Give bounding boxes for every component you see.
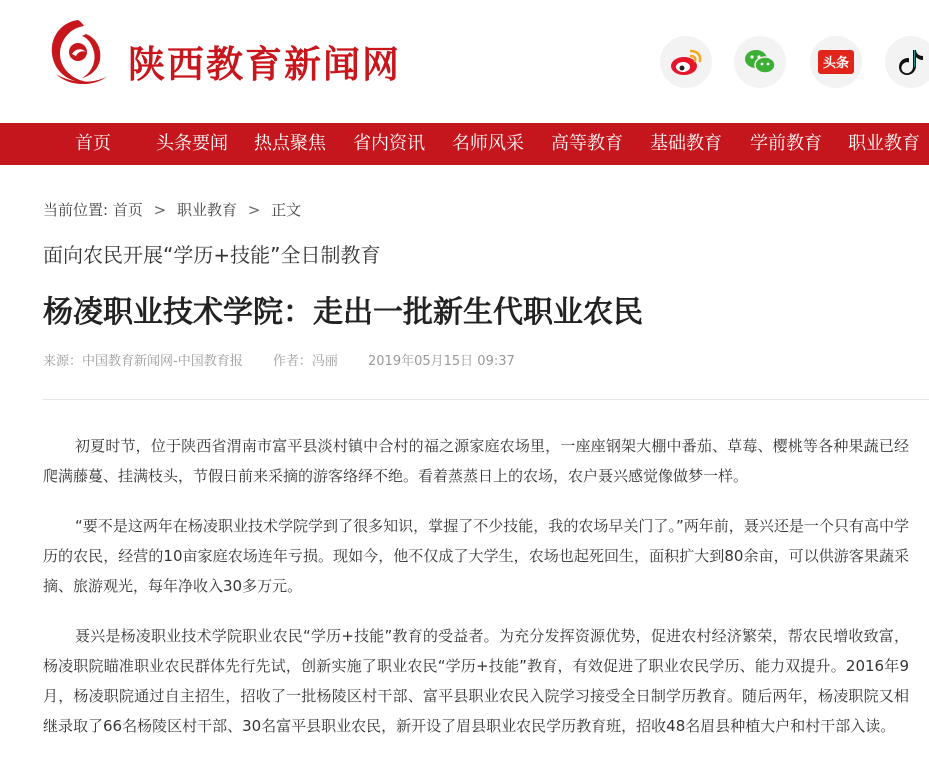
logo-icon[interactable] (42, 14, 114, 90)
breadcrumb-current: 正文 (271, 201, 302, 219)
article-meta (43, 350, 541, 369)
article-paragraph: 初夏时节，位于陕西省渭南市富平县淡村镇中合村的福之源家庭农场里，一座座钢架大棚中番茄、草莓、樱桃等各种果蔬已经爬满藤蔓、挂满枝头，节假日前来采摘的游客络绎不绝。看着蒸蒸日上的农场，农户聂兴感觉像做梦一样。 (43, 437, 909, 485)
article-paragraph: “要不是这两年在杨凌职业技术学院学到了很多知识，掌握了不少技能，我的农场早关门了。”两年前，聂兴还是一个只有高中学历的农民，经营的10亩家庭农场连年亏损。现如今，他不仅成了大学生，农场也起死回生，面积扩大到80余亩，可以供游客果蔬采摘、旅游观光，每年净收入30多万元。 (43, 517, 909, 595)
weibo-icon (669, 47, 703, 77)
tiktok-button[interactable] (885, 36, 929, 88)
breadcrumb-separator: > (153, 201, 167, 219)
article-author: 作者：冯丽 (272, 354, 338, 369)
tiktok-icon (898, 48, 924, 76)
site-header (0, 0, 929, 123)
article-source: 来源：中国教育新闻网-中国教育报 (43, 354, 243, 369)
breadcrumb-category-link[interactable]: 职业教育 (177, 201, 238, 219)
nav-item-hot-topics[interactable]: 热点聚焦 (254, 133, 326, 154)
site-name[interactable]: 陕西教育新闻网 (128, 42, 401, 86)
nav-item-teachers[interactable]: 名师风采 (452, 133, 524, 154)
wechat-icon (744, 48, 776, 76)
toutiao-button[interactable] (810, 36, 862, 88)
breadcrumb-separator: > (247, 201, 261, 219)
breadcrumb-home-link[interactable]: 首页 (112, 201, 143, 219)
nav-item-basic-education[interactable]: 基础教育 (650, 133, 722, 154)
breadcrumb-prefix: 当前位置: (43, 201, 109, 219)
nav-item-province-news[interactable]: 省内资讯 (353, 133, 425, 154)
article-title: 杨凌职业技术学院：走出一批新生代职业农民 (43, 295, 643, 330)
nav-item-preschool-education[interactable]: 学前教育 (750, 133, 822, 154)
main-nav (0, 123, 929, 165)
divider (43, 399, 929, 400)
article-subtitle: 面向农民开展“学历+技能”全日制教育 (43, 243, 381, 267)
breadcrumb (43, 199, 301, 220)
article-date: 2019年05月15日 09:37 (368, 354, 515, 369)
weibo-button[interactable] (660, 36, 712, 88)
toutiao-label: 头条 (822, 56, 850, 71)
wechat-button[interactable] (734, 36, 786, 88)
toutiao-icon (818, 50, 854, 74)
nav-item-vocational-education[interactable]: 职业教育 (848, 133, 920, 154)
nav-item-home[interactable]: 首页 (75, 133, 111, 154)
nav-item-higher-education[interactable]: 高等教育 (551, 133, 623, 154)
nav-item-headlines[interactable]: 头条要闻 (156, 133, 228, 154)
article-paragraph: 聂兴是杨凌职业技术学院职业农民“学历+技能”教育的受益者。为充分发挥资源优势，促进农村经济繁荣，帮农民增收致富，杨凌职院瞄准职业农民群体先行先试，创新实施了职业农民“学历+技能”教育，有效促进了职业农民学历、能力双提升。2016年9月，杨凌职院通过自主招生，招收了一批杨陵区村干部、富平县职业农民入院学习接受全日制学历教育。随后两年，杨凌职院又相继录取了66名杨陵区村干部、30名富平县职业农民，新开设了眉县职业农民学历教育班，招收48名眉县种植大户和村干部入读。 (43, 627, 909, 735)
